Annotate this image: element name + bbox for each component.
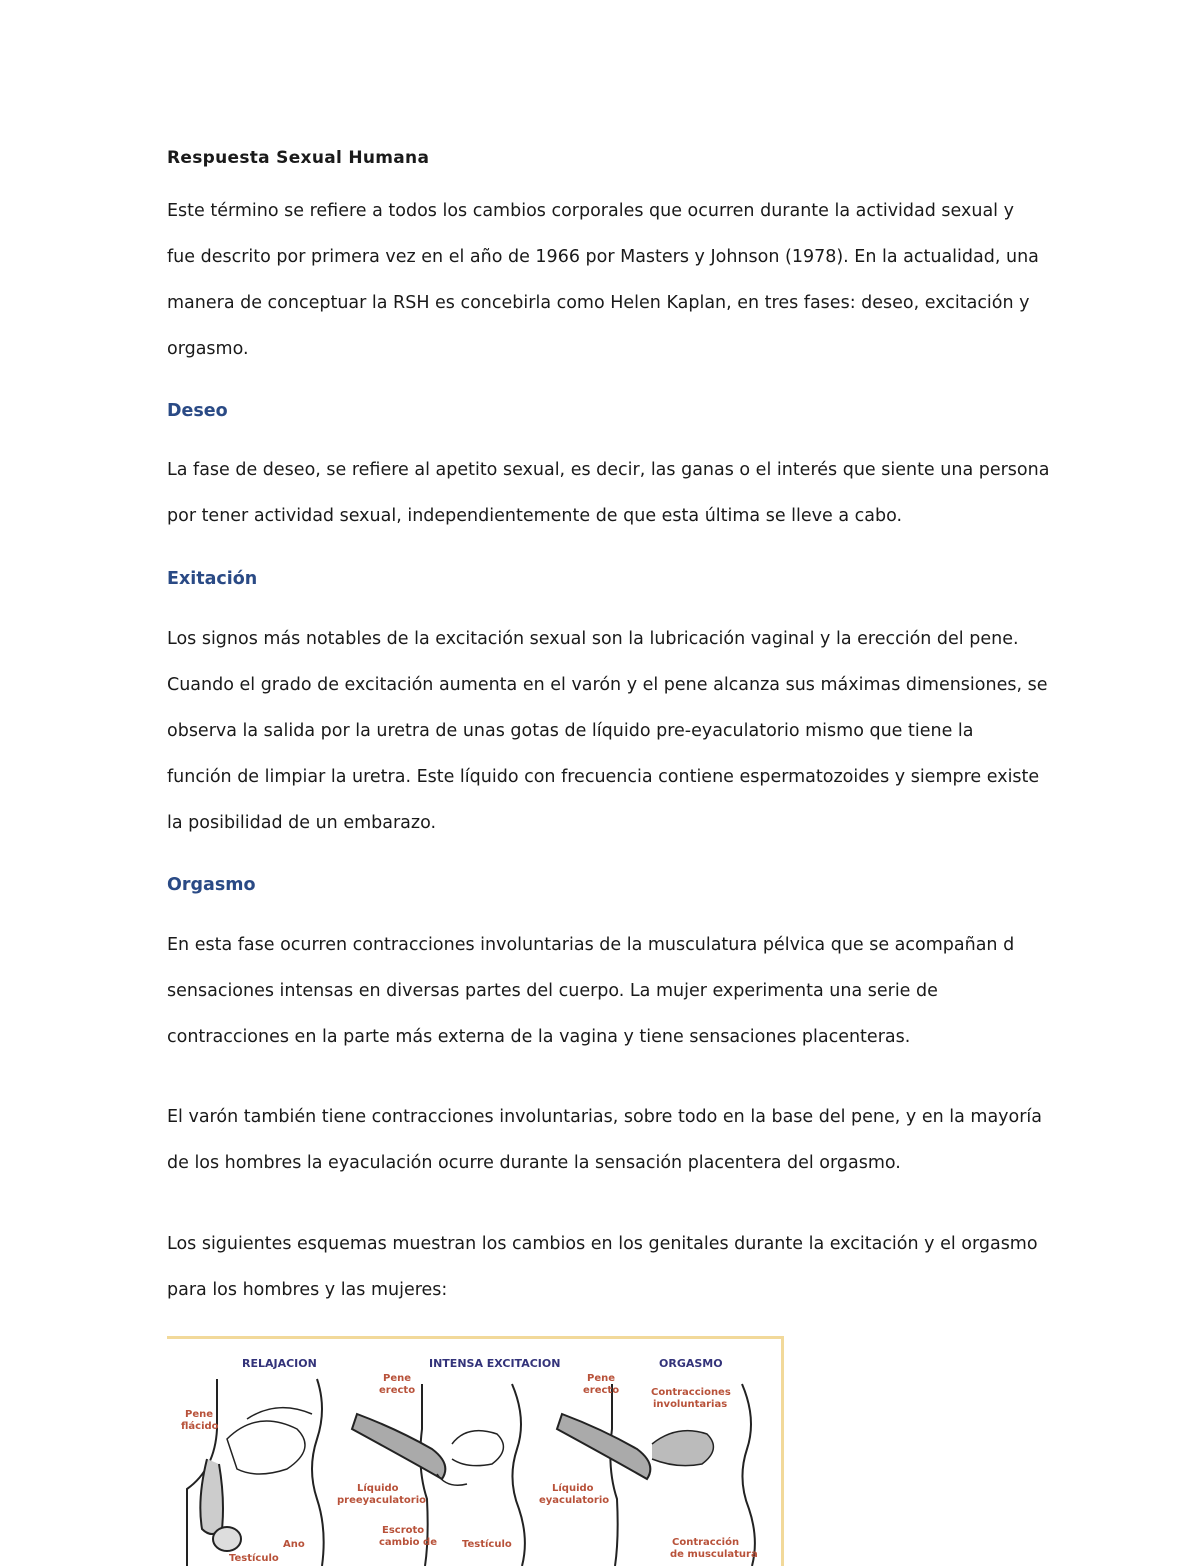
intro-paragraph — [167, 188, 1047, 372]
label-pene-flacido: Pene flácido — [181, 1409, 219, 1432]
text-line: El varón también tiene contracciones involuntarias, sobre todo en la base del pene, y en la mayoría — [167, 1107, 1043, 1127]
document-title: Respuesta Sexual Humana — [167, 148, 430, 168]
label-pene-erecto-1: Pene erecto — [379, 1373, 416, 1396]
orgasmo-paragraph — [167, 922, 1047, 1060]
text-line: de los hombres la eyaculación ocurre durante la sensación placentera del orgasmo. — [167, 1153, 901, 1173]
text-line: fue descrito por primera vez en el año de 1966 por Masters y Johnson (1978). En la actualidad, una — [167, 247, 1039, 267]
panel-title-relajacion: RELAJACION — [242, 1357, 317, 1370]
text-line: orgasmo. — [167, 339, 249, 359]
panel-title-excitacion: INTENSA EXCITACION — [429, 1357, 561, 1370]
label-pene-erecto-2: Pene erecto — [583, 1373, 620, 1396]
label-ano: Ano — [283, 1539, 305, 1550]
text-line: Los siguientes esquemas muestran los cambios en los genitales durante la excitación y el orgasmo — [167, 1234, 1038, 1254]
text-line: La fase de deseo, se refiere al apetito sexual, es decir, las ganas o el interés que siente una persona — [167, 460, 1050, 480]
text-line: sensaciones intensas en diversas partes del cuerpo. La mujer experimenta una serie de — [167, 981, 938, 1001]
text-line: para los hombres y las mujeres: — [167, 1280, 448, 1300]
text-line: función de limpiar la uretra. Este líquido con frecuencia contiene espermatozoides y siempre existe — [167, 767, 1040, 787]
panel-relajacion-drawing — [187, 1379, 324, 1566]
genital-response-diagram — [167, 1336, 784, 1566]
text-line: por tener actividad sexual, independientemente de que esta última se lleve a cabo. — [167, 506, 903, 526]
figure-intro-paragraph — [167, 1221, 1047, 1313]
orgasmo-male-paragraph — [167, 1094, 1047, 1186]
text-line: contracciones en la parte más externa de la vagina y tiene sensaciones placenteras. — [167, 1027, 911, 1047]
label-contraccion: Contracción de musculatura — [670, 1537, 758, 1560]
heading-exitacion: Exitación — [167, 569, 258, 589]
label-testiculo-2: Testículo — [462, 1539, 512, 1550]
text-line: observa la salida por la uretra de unas gotas de líquido pre-eyaculatorio mismo que tiene la — [167, 721, 974, 741]
label-testiculo-1: Testículo — [229, 1553, 279, 1564]
text-line: Los signos más notables de la excitación sexual son la lubricación vaginal y la erección del pene. — [167, 629, 1019, 649]
panel-title-orgasmo: ORGASMO — [659, 1357, 723, 1370]
heading-deseo: Deseo — [167, 401, 228, 421]
exitacion-paragraph — [167, 616, 1047, 846]
label-liquido-pre: Líquido preeyaculatorio — [337, 1483, 427, 1506]
label-contracciones: Contracciones involuntarias — [651, 1387, 731, 1410]
label-escroto: Escroto cambio de — [379, 1525, 437, 1548]
label-liquido-eyac: Líquido eyaculatorio — [539, 1483, 610, 1506]
text-line: En esta fase ocurren contracciones involuntarias de la musculatura pélvica que se acompañan d — [167, 935, 1015, 955]
text-line: Este término se refiere a todos los cambios corporales que ocurren durante la actividad sexual y — [167, 201, 1014, 221]
deseo-paragraph — [167, 447, 1050, 539]
text-line: Cuando el grado de excitación aumenta en el varón y el pene alcanza sus máximas dimensiones, se — [167, 675, 1048, 695]
heading-orgasmo: Orgasmo — [167, 875, 256, 895]
text-line: manera de conceptuar la RSH es concebirla como Helen Kaplan, en tres fases: deseo, excitación y — [167, 293, 1030, 313]
text-line: la posibilidad de un embarazo. — [167, 813, 437, 833]
